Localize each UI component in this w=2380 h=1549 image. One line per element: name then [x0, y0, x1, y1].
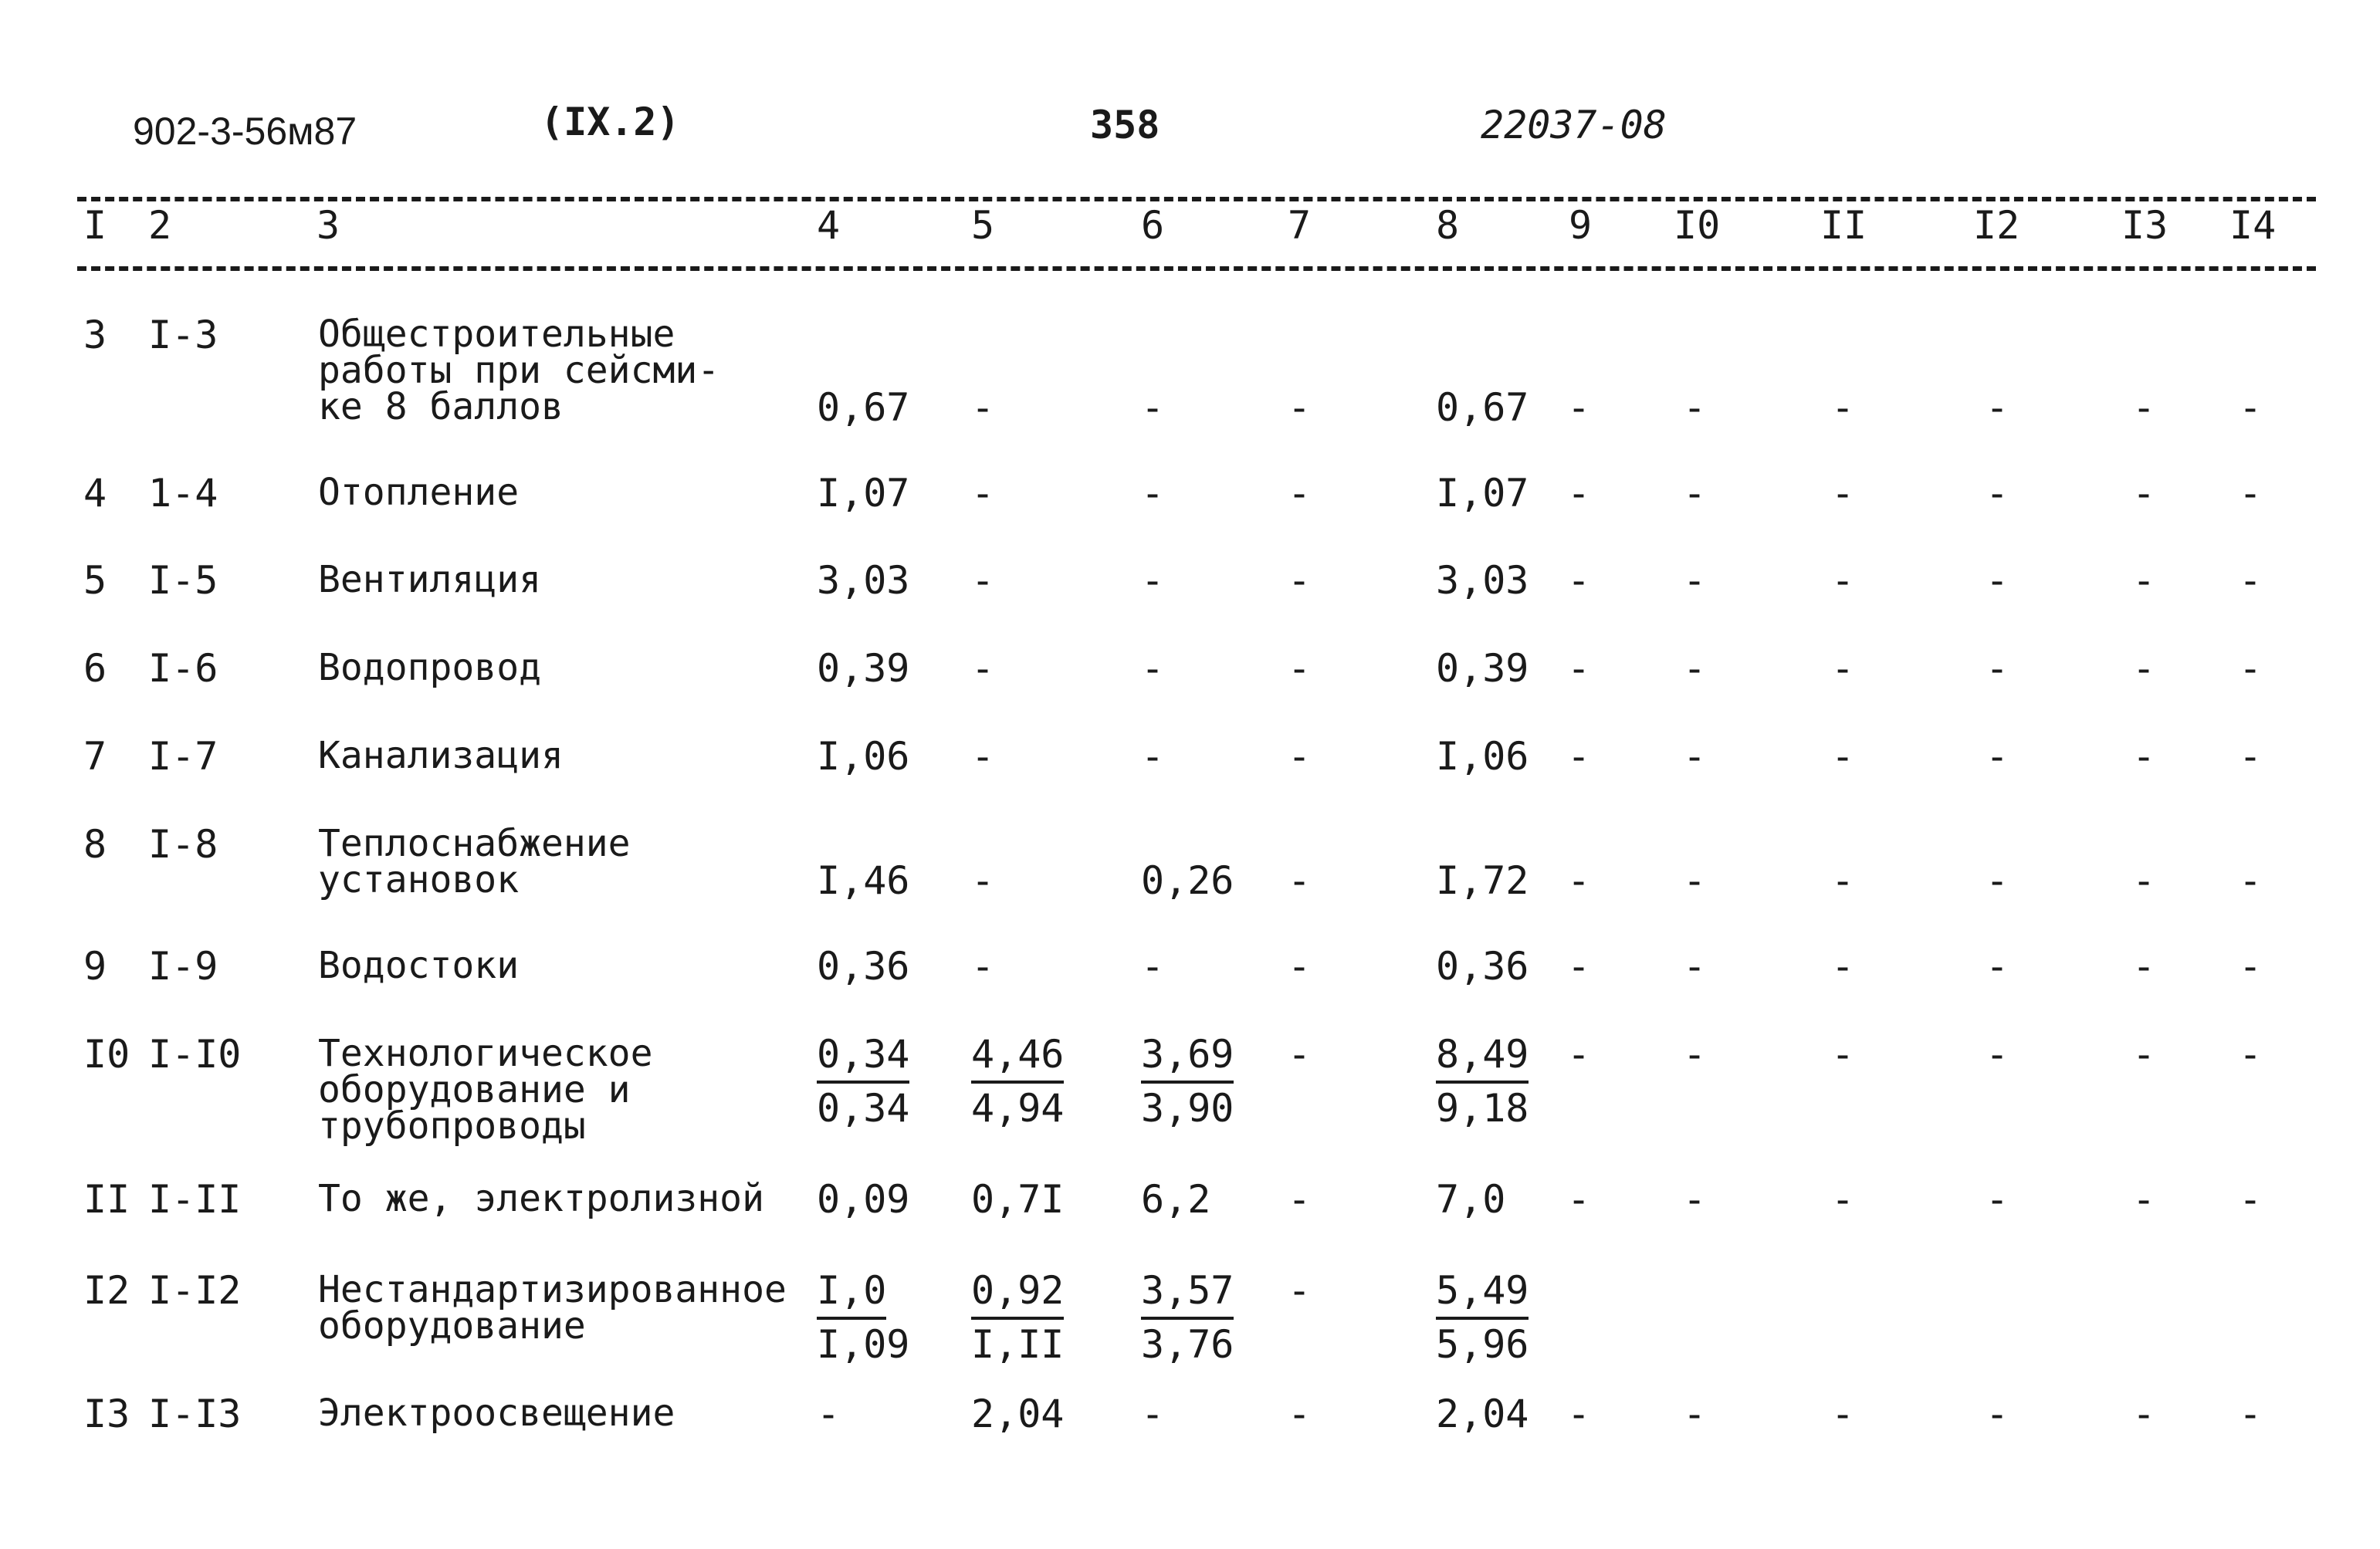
- value-col-9: -: [1567, 471, 1591, 516]
- column-header: I2: [1973, 203, 2020, 248]
- value-col-9: -: [1567, 558, 1591, 603]
- value-col-12: -: [1986, 385, 2009, 430]
- value-col-12: -: [1986, 646, 2009, 691]
- fraction-denominator: 0,34: [817, 1086, 910, 1131]
- value-col-11: -: [1831, 471, 1855, 516]
- header-rule-top: [77, 197, 2316, 201]
- value-c6: -: [1141, 471, 1165, 516]
- fraction-numerator: 4,46: [971, 1030, 1064, 1084]
- value-col-14: -: [2239, 734, 2263, 779]
- value-col-14: -: [2239, 1177, 2263, 1222]
- value-c4: 0,39: [817, 646, 910, 691]
- value-c4: [817, 1266, 909, 1369]
- row-code: I-3: [148, 313, 218, 357]
- value-col-9: -: [1567, 1177, 1591, 1222]
- column-header: 9: [1569, 203, 1593, 248]
- row-number: 4: [83, 471, 107, 516]
- value-col-14: -: [2239, 646, 2263, 691]
- value-col-14: -: [2239, 944, 2263, 989]
- value-col-12: -: [1986, 1392, 2009, 1436]
- value-col-11: -: [1831, 385, 1855, 430]
- column-header: 8: [1436, 203, 1460, 248]
- value-col-12: -: [1986, 858, 2009, 903]
- value-c5: -: [971, 734, 995, 779]
- value-c5: -: [971, 558, 995, 603]
- column-header: I0: [1674, 203, 1721, 248]
- value-col-13: -: [2132, 558, 2156, 603]
- fraction-denominator: 4,94: [971, 1086, 1065, 1131]
- row-name: Отопление: [318, 471, 520, 514]
- row-number: I3: [83, 1392, 130, 1436]
- column-header: I4: [2229, 203, 2277, 248]
- row-name: Электроосвещение: [318, 1392, 675, 1435]
- fraction-denominator: I,II: [971, 1322, 1065, 1367]
- row-code: I-I2: [148, 1268, 242, 1313]
- value-c7: -: [1288, 646, 1312, 691]
- row-name: То же, электролизной: [318, 1177, 764, 1220]
- value-c5: 0,7I: [971, 1177, 1065, 1222]
- fraction-numerator: 8,49: [1436, 1030, 1529, 1084]
- column-header: 3: [317, 203, 340, 248]
- value-c5: -: [971, 646, 995, 691]
- fraction-denominator: 5,96: [1436, 1322, 1529, 1367]
- value-col-10: -: [1683, 385, 1707, 430]
- column-header: II: [1820, 203, 1867, 248]
- value-col-13: -: [2132, 858, 2156, 903]
- value-c6: -: [1141, 385, 1165, 430]
- value-c7: -: [1288, 1032, 1312, 1077]
- section-number: (IX.2): [540, 100, 680, 144]
- value-c7: -: [1288, 385, 1312, 430]
- value-col-13: -: [2132, 734, 2156, 779]
- value-col-13: -: [2132, 1392, 2156, 1436]
- value-c7: -: [1288, 558, 1312, 603]
- value-c6: -: [1141, 558, 1165, 603]
- value-col-14: -: [2239, 1392, 2263, 1436]
- value-c4: 0,36: [817, 944, 910, 989]
- value-c4: 0,67: [817, 385, 910, 430]
- fraction-numerator: 0,92: [971, 1266, 1064, 1320]
- row-code: 1-4: [148, 471, 218, 516]
- value-col-14: -: [2239, 471, 2263, 516]
- fraction-numerator: 3,69: [1141, 1030, 1234, 1084]
- value-col-10: -: [1683, 734, 1707, 779]
- row-name: Канализация: [318, 734, 564, 777]
- value-c5: -: [971, 944, 995, 989]
- value-c8: [1436, 1266, 1529, 1369]
- value-c4: I,07: [817, 471, 910, 516]
- value-col-13: -: [2132, 385, 2156, 430]
- document-code: 902-3-56м87: [133, 110, 357, 153]
- value-c4: 3,03: [817, 558, 910, 603]
- value-col-11: -: [1831, 734, 1855, 779]
- row-number: 3: [83, 313, 107, 357]
- value-c8: I,06: [1436, 734, 1529, 779]
- row-name: Теплоснабжение установок: [318, 822, 631, 901]
- value-c8: [1436, 1030, 1529, 1133]
- value-c8: 2,04: [1436, 1392, 1529, 1436]
- row-number: II: [83, 1177, 130, 1222]
- value-c4: [817, 1030, 909, 1133]
- row-number: I2: [83, 1268, 130, 1313]
- row-code: I-I3: [148, 1392, 242, 1436]
- row-code: I-5: [148, 558, 218, 603]
- value-col-9: -: [1567, 385, 1591, 430]
- row-number: 8: [83, 822, 107, 867]
- value-c7: -: [1288, 858, 1312, 903]
- value-c7: -: [1288, 471, 1312, 516]
- value-c7: -: [1288, 1392, 1312, 1436]
- value-c5: -: [971, 471, 995, 516]
- value-c4: I,46: [817, 858, 910, 903]
- row-number: 5: [83, 558, 107, 603]
- fraction-numerator: 3,57: [1141, 1266, 1234, 1320]
- fraction-denominator: I,09: [817, 1322, 910, 1367]
- value-c6: -: [1141, 1392, 1165, 1436]
- value-col-10: -: [1683, 646, 1707, 691]
- value-c8: 0,39: [1436, 646, 1529, 691]
- value-col-12: -: [1986, 734, 2009, 779]
- value-col-9: -: [1567, 734, 1591, 779]
- value-col-11: -: [1831, 1392, 1855, 1436]
- value-c8: 0,36: [1436, 944, 1529, 989]
- value-col-10: -: [1683, 471, 1707, 516]
- row-number: I0: [83, 1032, 130, 1077]
- value-col-9: -: [1567, 858, 1591, 903]
- column-header: I: [83, 203, 107, 248]
- column-header: 4: [817, 203, 841, 248]
- value-c6: [1141, 1266, 1234, 1369]
- value-c5: [971, 1266, 1064, 1369]
- row-name: Вентиляция: [318, 558, 541, 601]
- header-rule-bottom: [77, 266, 2316, 271]
- value-c6: -: [1141, 734, 1165, 779]
- value-col-13: -: [2132, 1177, 2156, 1222]
- value-col-9: -: [1567, 1392, 1591, 1436]
- value-c4: -: [817, 1392, 841, 1436]
- value-c4: 0,09: [817, 1177, 910, 1222]
- value-c8: 7,0: [1436, 1177, 1506, 1222]
- value-col-11: -: [1831, 944, 1855, 989]
- value-col-12: -: [1986, 471, 2009, 516]
- value-c7: -: [1288, 1177, 1312, 1222]
- value-c8: 3,03: [1436, 558, 1529, 603]
- value-c5: -: [971, 858, 995, 903]
- page-number: 358: [1090, 103, 1160, 147]
- value-col-10: -: [1683, 1392, 1707, 1436]
- row-name: Общестроительные работы при сейсми- ке 8 баллов: [318, 313, 720, 428]
- column-header: I3: [2121, 203, 2168, 248]
- value-c7: -: [1288, 1268, 1312, 1313]
- value-col-9: -: [1567, 646, 1591, 691]
- value-c8: 0,67: [1436, 385, 1529, 430]
- value-col-9: -: [1567, 1032, 1591, 1077]
- value-col-11: -: [1831, 858, 1855, 903]
- value-c6: 6,2: [1141, 1177, 1211, 1222]
- row-number: 9: [83, 944, 107, 989]
- row-code: I-II: [148, 1177, 242, 1222]
- column-header: 7: [1288, 203, 1312, 248]
- row-name: Нестандартизированное оборудование: [318, 1268, 787, 1348]
- fraction-denominator: 9,18: [1436, 1086, 1529, 1131]
- column-header: 5: [971, 203, 995, 248]
- value-col-13: -: [2132, 944, 2156, 989]
- value-col-12: -: [1986, 944, 2009, 989]
- value-col-11: -: [1831, 558, 1855, 603]
- column-header: 2: [148, 203, 172, 248]
- row-number: 6: [83, 646, 107, 691]
- fraction-denominator: 3,90: [1141, 1086, 1234, 1131]
- value-c5: [971, 1030, 1064, 1133]
- value-c8: I,72: [1436, 858, 1529, 903]
- value-col-12: -: [1986, 558, 2009, 603]
- value-col-13: -: [2132, 471, 2156, 516]
- value-col-10: -: [1683, 1177, 1707, 1222]
- value-col-13: -: [2132, 1032, 2156, 1077]
- value-col-10: -: [1683, 558, 1707, 603]
- row-number: 7: [83, 734, 107, 779]
- row-name: Водопровод: [318, 646, 541, 689]
- value-col-14: -: [2239, 1032, 2263, 1077]
- fraction-numerator: 0,34: [817, 1030, 909, 1084]
- reference-number: 22037-08: [1481, 103, 1667, 147]
- value-col-11: -: [1831, 1177, 1855, 1222]
- row-code: I-I0: [148, 1032, 242, 1077]
- row-code: I-8: [148, 822, 218, 867]
- row-name: Водостоки: [318, 944, 520, 987]
- value-c8: I,07: [1436, 471, 1529, 516]
- value-c7: -: [1288, 734, 1312, 779]
- value-c5: 2,04: [971, 1392, 1065, 1436]
- value-col-10: -: [1683, 858, 1707, 903]
- row-code: I-6: [148, 646, 218, 691]
- value-c6: -: [1141, 944, 1165, 989]
- fraction-denominator: 3,76: [1141, 1322, 1234, 1367]
- value-c6: [1141, 1030, 1234, 1133]
- value-col-11: -: [1831, 646, 1855, 691]
- fraction-numerator: 5,49: [1436, 1266, 1529, 1320]
- value-col-13: -: [2132, 646, 2156, 691]
- value-col-12: -: [1986, 1177, 2009, 1222]
- value-c6: -: [1141, 646, 1165, 691]
- value-c7: -: [1288, 944, 1312, 989]
- value-col-10: -: [1683, 944, 1707, 989]
- value-col-12: -: [1986, 1032, 2009, 1077]
- value-c4: I,06: [817, 734, 910, 779]
- value-c5: -: [971, 385, 995, 430]
- value-col-9: -: [1567, 944, 1591, 989]
- row-name: Технологическое оборудование и трубопроводы: [318, 1032, 653, 1148]
- value-c6: 0,26: [1141, 858, 1234, 903]
- row-code: I-7: [148, 734, 218, 779]
- fraction-numerator: I,0: [817, 1266, 886, 1320]
- column-header: 6: [1141, 203, 1165, 248]
- value-col-14: -: [2239, 858, 2263, 903]
- row-code: I-9: [148, 944, 218, 989]
- value-col-11: -: [1831, 1032, 1855, 1077]
- value-col-14: -: [2239, 558, 2263, 603]
- value-col-10: -: [1683, 1032, 1707, 1077]
- value-col-14: -: [2239, 385, 2263, 430]
